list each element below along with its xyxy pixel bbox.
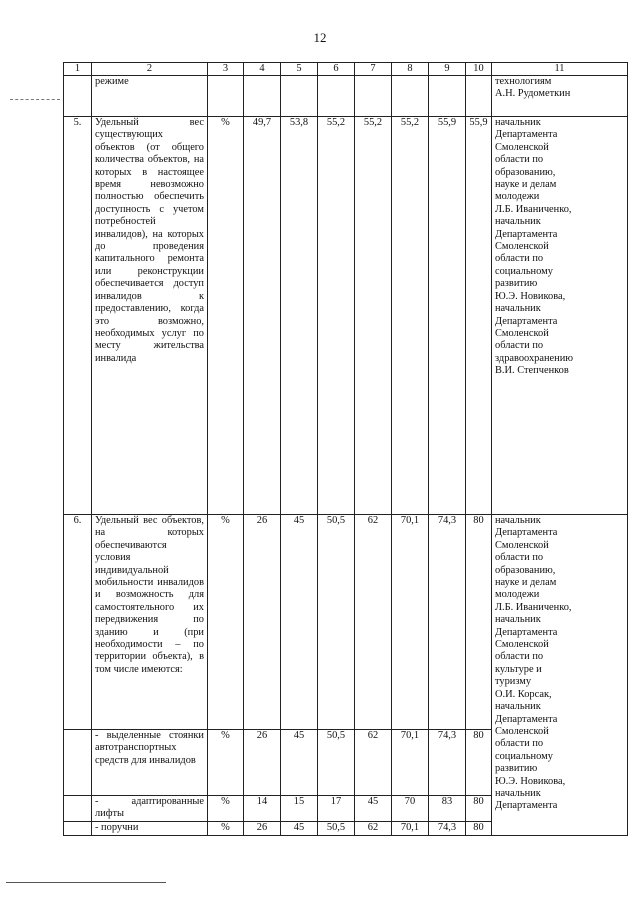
responsible-line: туризму: [495, 676, 532, 688]
table-row: [64, 117, 628, 515]
value-cell: 62: [355, 822, 392, 836]
value-cell: 62: [355, 515, 392, 730]
responsible-line: Департамента: [495, 626, 558, 638]
value-cell: 15: [281, 796, 318, 822]
page-number: 12: [313, 30, 327, 45]
responsible-line: молодежи: [495, 589, 540, 601]
unit-cell: [208, 76, 244, 117]
value-cell: 45: [281, 730, 318, 796]
value-cell: 70: [392, 796, 429, 822]
row-number: [64, 796, 92, 822]
indicator-name: - адаптированные лифты: [92, 796, 208, 822]
responsible-line: Смоленской: [495, 725, 549, 737]
value-cell: 55,2: [392, 117, 429, 515]
responsible-line: Ю.Э. Новикова,: [495, 775, 566, 787]
value-cell: 50,5: [318, 515, 355, 730]
row-number: 6.: [64, 515, 92, 730]
value-cell: [318, 76, 355, 117]
responsible-line: образованию,: [495, 166, 556, 178]
responsible-line: области по: [495, 738, 544, 750]
value-cell: [392, 76, 429, 117]
value-cell: 45: [281, 515, 318, 730]
column-header: 6: [318, 63, 355, 76]
responsible-line: здравоохранению: [495, 352, 574, 364]
responsible-line: Департамента: [495, 527, 558, 539]
responsible-line: науке и делам: [495, 179, 557, 191]
row-number: [64, 822, 92, 836]
indicator-name: Удельный вес существующих объектов (от общего количества объектов, на которых в настоящее время невозможно полностью обеспечить доступность с учетом потребностей инвалидов), на которых до проведения капитального ремонта или реконструкции обеспечивается доступ инвалидов к предоставлению, когда это возможно, необходимых услуг по месту жительства инвалида: [92, 117, 208, 515]
value-cell: 80: [466, 730, 492, 796]
responsible-line: начальник: [495, 701, 541, 713]
table-row: [64, 76, 628, 117]
value-cell: 74,3: [429, 730, 466, 796]
value-cell: 70,1: [392, 730, 429, 796]
value-cell: 45: [355, 796, 392, 822]
responsible-line: области по: [495, 552, 544, 564]
value-cell: 70,1: [392, 822, 429, 836]
column-header: 1: [64, 63, 92, 76]
responsible-line: А.Н. Рудометкин: [495, 88, 571, 100]
value-cell: 55,2: [318, 117, 355, 515]
value-cell: 74,3: [429, 515, 466, 730]
column-header: 7: [355, 63, 392, 76]
responsible-line: развитию: [495, 278, 538, 290]
value-cell: [429, 76, 466, 117]
responsible-line: области по: [495, 253, 544, 265]
responsible-line: социальному: [495, 265, 553, 277]
unit-cell: %: [208, 822, 244, 836]
responsible-line: Департамента: [495, 315, 558, 327]
unit-cell: %: [208, 117, 244, 515]
responsible-line: Смоленской: [495, 539, 549, 551]
unit-cell: %: [208, 730, 244, 796]
responsible-cell: [492, 117, 628, 515]
scan-artifact-mark: [10, 99, 60, 102]
column-header: 11: [492, 63, 628, 76]
unit-cell: %: [208, 796, 244, 822]
responsible-line: начальник: [495, 614, 541, 626]
value-cell: 70,1: [392, 515, 429, 730]
column-header: 5: [281, 63, 318, 76]
unit-cell: %: [208, 515, 244, 730]
column-header: 8: [392, 63, 429, 76]
responsible-line: культуре и: [495, 663, 542, 675]
responsible-line: образованию,: [495, 564, 556, 576]
value-cell: [281, 76, 318, 117]
responsible-line: Смоленской: [495, 327, 549, 339]
responsible-line: науке и делам: [495, 577, 557, 589]
column-header: 2: [92, 63, 208, 76]
header-row: [64, 63, 628, 76]
value-cell: 55,2: [355, 117, 392, 515]
value-cell: 50,5: [318, 730, 355, 796]
value-cell: 26: [244, 730, 281, 796]
responsible-line: начальник: [495, 787, 541, 799]
column-header: 4: [244, 63, 281, 76]
indicators-table: [63, 62, 628, 836]
value-cell: 80: [466, 822, 492, 836]
responsible-line: начальник: [495, 515, 541, 526]
responsible-line: Смоленской: [495, 141, 549, 153]
responsible-line: области по: [495, 340, 544, 352]
responsible-line: Смоленской: [495, 241, 549, 253]
responsible-line: Департамента: [495, 800, 558, 812]
responsible-cell: [492, 515, 628, 836]
responsible-line: начальник: [495, 117, 541, 128]
responsible-line: Л.Б. Иваниченко,: [495, 203, 572, 215]
value-cell: [466, 76, 492, 117]
responsible-line: Л.Б. Иваниченко,: [495, 601, 572, 613]
indicator-name: - выделенные стоянки автотранспортных средств для инвалидов: [92, 730, 208, 796]
column-header: 3: [208, 63, 244, 76]
value-cell: 49,7: [244, 117, 281, 515]
table-row: [64, 515, 628, 730]
row-number: [64, 730, 92, 796]
value-cell: [244, 76, 281, 117]
responsible-line: начальник: [495, 303, 541, 315]
responsible-line: В.И. Степченков: [495, 365, 569, 377]
value-cell: 62: [355, 730, 392, 796]
responsible-line: Ю.Э. Новикова,: [495, 290, 566, 302]
value-cell: [355, 76, 392, 117]
value-cell: 80: [466, 515, 492, 730]
indicator-name: режиме: [92, 76, 208, 117]
value-cell: 26: [244, 822, 281, 836]
value-cell: 53,8: [281, 117, 318, 515]
value-cell: 80: [466, 796, 492, 822]
responsible-line: развитию: [495, 763, 538, 775]
value-cell: 17: [318, 796, 355, 822]
value-cell: 55,9: [466, 117, 492, 515]
responsible-line: Смоленской: [495, 639, 549, 651]
column-header: 10: [466, 63, 492, 76]
footnote-rule: [6, 882, 166, 883]
row-number: 5.: [64, 117, 92, 515]
responsible-line: О.И. Корсак,: [495, 688, 552, 700]
value-cell: 45: [281, 822, 318, 836]
responsible-line: социальному: [495, 750, 553, 762]
row-number: [64, 76, 92, 117]
responsible-line: начальник: [495, 216, 541, 228]
responsible-line: технологиям: [495, 76, 552, 87]
value-cell: 26: [244, 515, 281, 730]
value-cell: 74,3: [429, 822, 466, 836]
indicator-name: Удельный вес объектов, на которых обеспечиваются условия индивидуальной мобильности инвалидов и возможность для самостоятельного их передвижения по зданию и (при необходимости – по территории объекта), в том числе имеются:: [92, 515, 208, 730]
responsible-cell: [492, 76, 628, 117]
indicator-name: - поручни: [92, 822, 208, 836]
responsible-line: молодежи: [495, 191, 540, 203]
responsible-line: Департамента: [495, 129, 558, 141]
value-cell: 83: [429, 796, 466, 822]
responsible-line: Департамента: [495, 713, 558, 725]
responsible-line: области по: [495, 651, 544, 663]
value-cell: 50,5: [318, 822, 355, 836]
column-header: 9: [429, 63, 466, 76]
value-cell: 55,9: [429, 117, 466, 515]
responsible-line: Департамента: [495, 228, 558, 240]
value-cell: 14: [244, 796, 281, 822]
responsible-line: области по: [495, 154, 544, 166]
